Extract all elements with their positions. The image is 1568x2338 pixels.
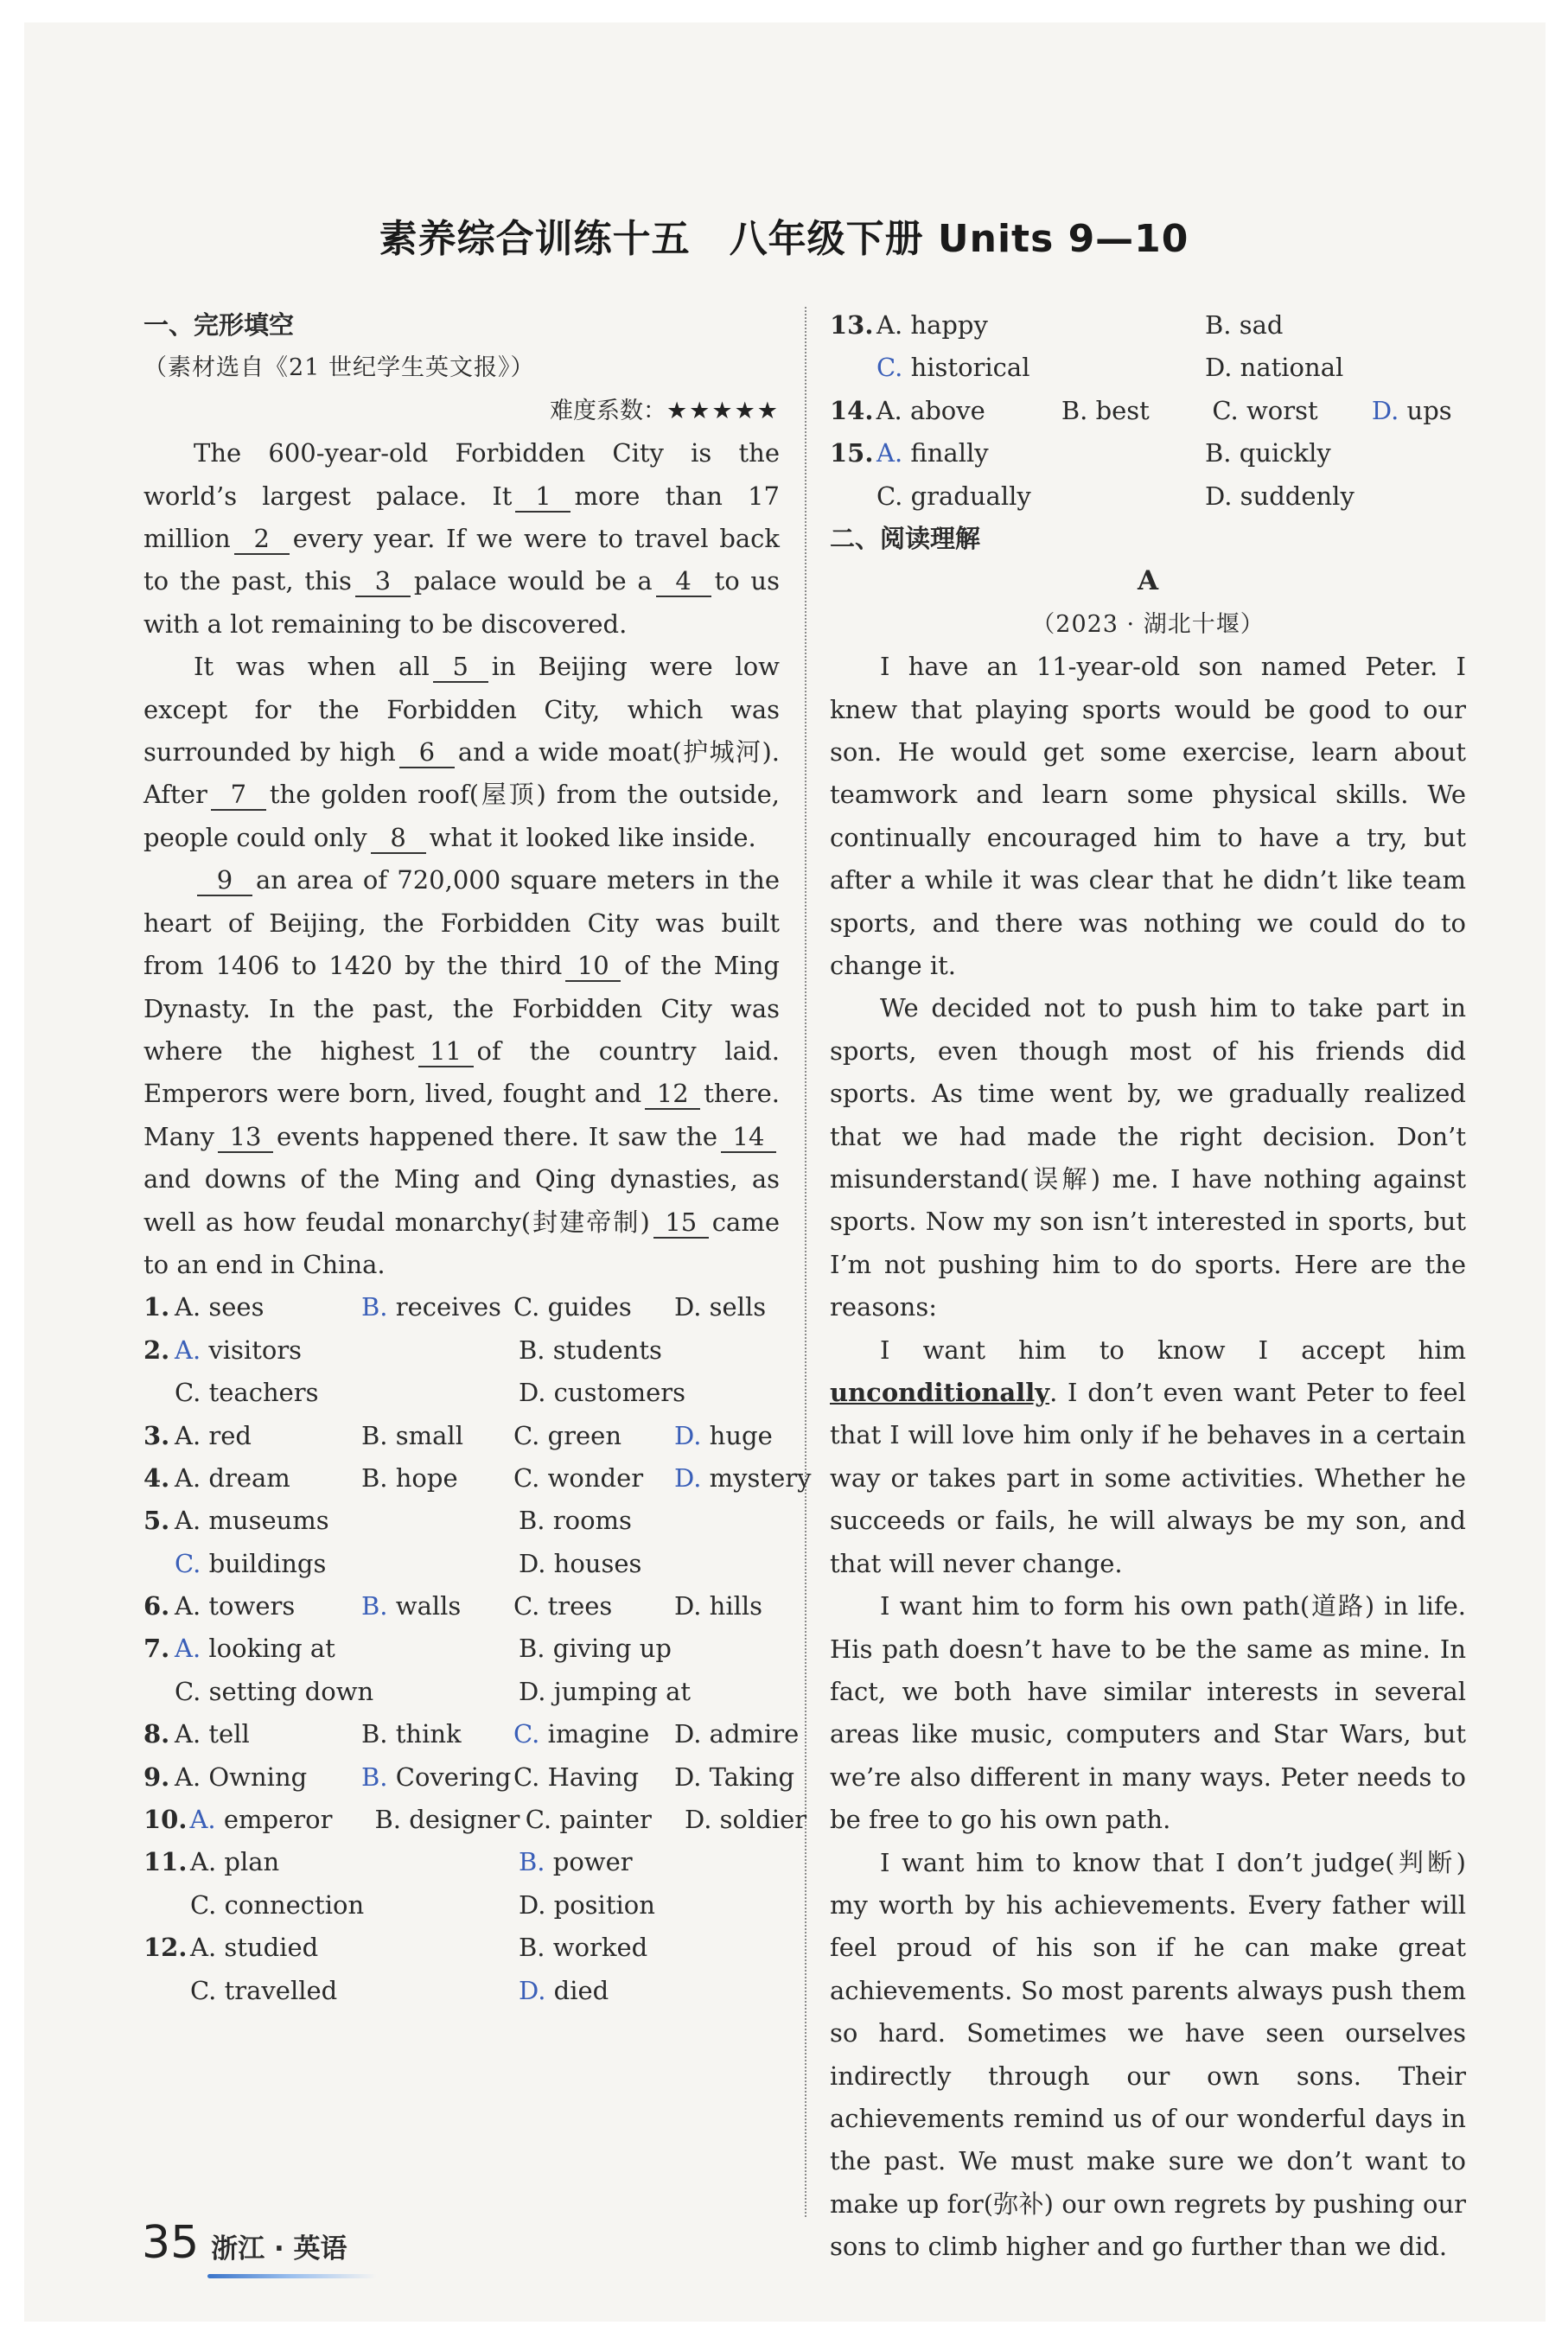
option-letter: B. [519,1335,553,1365]
option-text: houses [553,1548,642,1578]
option-text: ups [1406,395,1452,425]
option-letter: A. [175,1591,209,1621]
option-d[interactable] [685,1799,807,1841]
text-span: palace would be a [413,566,653,596]
passage-source: （2023 · 湖北十堰） [1031,610,1265,638]
option-letter: A. [175,1634,209,1664]
option-text: sad [1239,310,1284,340]
blank-8[interactable]: 8 [371,823,426,854]
question-number: 11. [143,1847,188,1877]
option-b[interactable] [361,1457,513,1500]
option-text: died [553,1975,609,2005]
text-span: came to an end in China. [143,1207,780,1279]
option-text: designer [409,1805,520,1835]
option-text: painter [559,1805,652,1835]
option-text: finally [910,438,989,468]
option-letter: D. [674,1462,710,1493]
question-row [143,1500,780,1542]
option-text: emperor [223,1805,333,1835]
text-span: of the country laid. Emperors were born, lived, fought and [143,1035,781,1109]
option-d[interactable] [674,1713,800,1755]
option-letter: A. [175,1719,209,1749]
option-b[interactable] [361,1415,513,1457]
option-text: sees [208,1292,265,1322]
text-span: more than 17 million [143,481,781,554]
option-c[interactable] [513,1415,674,1457]
option-text: green [547,1420,622,1450]
question-row [143,1543,780,1585]
option-c[interactable] [876,475,1205,518]
option-c[interactable] [1212,390,1372,432]
option-b[interactable] [1205,304,1464,347]
question-row [143,1884,780,1927]
star-icon: ★★★★★ [666,397,780,424]
text-span: and downs of the Ming and Qing dynasties, as well as how feudal monarchy(封建帝制) [143,1164,780,1237]
option-letter: A. [876,310,911,340]
option-text: Covering [395,1761,512,1792]
option-letter: D. [519,1548,554,1578]
option-letter: D. [685,1805,720,1835]
text-span: there. Many [143,1079,780,1151]
option-d[interactable] [674,1415,773,1457]
section-heading-reading: 二、阅读理解 [830,523,981,553]
option-b[interactable] [519,1927,778,1969]
option-text: guides [547,1292,632,1322]
question-number: 7. [143,1634,170,1664]
column-divider [805,307,806,2217]
question-row [830,475,1466,518]
option-a[interactable] [175,1329,519,1372]
option-letter: C. [525,1805,560,1835]
option-letter: C. [175,1676,209,1706]
option-b[interactable] [1205,432,1464,475]
cloze-paragraph-2 [143,646,780,859]
option-text: position [553,1889,655,1920]
option-d[interactable] [519,1970,778,2012]
option-text: happy [910,310,988,340]
option-letter: B. [1061,395,1096,425]
option-text: receives [395,1292,501,1322]
option-c[interactable] [513,1756,674,1799]
option-letter: D. [519,1378,554,1408]
option-letter: A. [175,1761,209,1792]
option-d[interactable] [674,1756,795,1799]
option-letter: D. [519,1676,554,1706]
option-text: tell [208,1719,250,1749]
option-text: imagine [547,1719,650,1749]
text-span: in Beijing were low except for the Forbidden City, which was surrounded by high [143,652,780,768]
reading-paragraph-4: I want him to form his own path(道路) in life. His path doesn’t have to be the same as mine. In fact, we both have similar interests in several areas like music, computers and Star Wars, but we’re also different in many ways. Peter needs to be free to go his own path. [830,1591,1466,1835]
question-number: 14. [830,395,874,425]
option-d[interactable] [674,1457,812,1500]
option-b[interactable] [519,1628,778,1670]
option-letter: C. [1212,395,1246,425]
right-column [830,304,1466,2269]
blank-6[interactable]: 6 [399,737,455,768]
option-text: admire [709,1719,800,1749]
option-c[interactable] [513,1457,674,1500]
option-text: Owning [208,1761,308,1792]
option-text: national [1240,353,1344,383]
question-number: 10. [143,1805,188,1835]
reading-paragraph-3 [830,1329,1466,1585]
option-text: sells [709,1292,767,1322]
option-letter: D. [674,1591,710,1621]
option-letter: B. [519,1933,553,1963]
cloze-paragraph-3 [143,859,780,1286]
option-text: worked [552,1933,648,1963]
question-number: 9. [143,1761,170,1792]
option-d[interactable] [519,1543,778,1585]
text-span: the golden roof(屋顶) from the outside, people could only [143,780,780,852]
option-letter: A. [175,1292,209,1322]
option-letter: C. [513,1591,548,1621]
blank-9[interactable]: 9 [197,865,252,896]
option-letter: D. [674,1420,710,1450]
option-text: visitors [208,1335,303,1365]
option-a[interactable] [175,1500,519,1542]
option-text: wonder [547,1462,644,1493]
option-c[interactable] [175,1671,519,1713]
question-row [143,1799,807,1841]
cloze-paragraph-1 [143,432,780,646]
option-letter: A. [175,1335,209,1365]
question-row [830,390,1466,432]
option-text: jumping at [553,1676,692,1706]
text-span: of the Ming Dynasty. In the past, the Forbidden City was where the highest [143,951,780,1066]
option-letter: D. [519,1889,554,1920]
option-letter: A. [190,1933,225,1963]
text-span: events happened there. It saw the [277,1121,717,1151]
section-heading-cloze: 一、完形填空 [143,310,295,340]
blank-5[interactable]: 5 [433,652,488,683]
option-b[interactable] [1061,390,1213,432]
option-text: plan [224,1847,280,1877]
blank-1[interactable]: 1 [515,481,570,513]
option-letter: D. [674,1719,710,1749]
option-letter: D. [519,1975,554,2005]
option-a[interactable] [175,1713,361,1755]
blank-11[interactable]: 11 [418,1036,474,1067]
difficulty-label: 难度系数： [549,397,666,424]
question-row [143,1585,780,1628]
option-c[interactable] [175,1372,519,1414]
option-letter: A. [876,395,910,425]
option-letter: B. [1205,310,1240,340]
option-b[interactable] [374,1799,525,1841]
option-a[interactable] [189,1799,374,1841]
option-letter: B. [519,1506,553,1536]
option-text: soldier [719,1805,807,1835]
question-row [143,1841,780,1883]
option-a[interactable] [175,1415,361,1457]
option-letter: D. [674,1292,710,1322]
option-text: towers [208,1591,296,1621]
option-text: travelled [224,1975,338,2005]
option-b[interactable] [519,1500,778,1542]
option-c[interactable] [513,1713,674,1755]
option-letter: B. [361,1761,396,1792]
option-d[interactable] [519,1372,778,1414]
option-text: historical [910,353,1030,383]
question-number: 5. [143,1506,170,1536]
option-letter: B. [361,1591,396,1621]
text-span: The 600-year-old Forbidden City is the world’s largest palace. It [143,438,780,511]
option-b[interactable] [361,1756,513,1799]
option-letter: B. [361,1719,396,1749]
option-letter: C. [876,481,911,511]
question-row [143,1713,800,1755]
reading-paragraph-2: We decided not to push him to take part in sports, even though most of his friends did sports. As time went by, we gradually realized that we had made the right decision. Don’t misunderstand(误解) me. I have nothing against sports. Now my son isn’t interested in sports, but I’m not pushing him to do sports. Here are the reasons: [830,993,1466,1322]
option-text: studied [224,1933,319,1963]
blank-7[interactable]: 7 [211,780,266,811]
option-d[interactable] [674,1585,769,1628]
option-a[interactable] [876,390,1061,432]
option-c[interactable] [526,1799,685,1841]
cloze-options-list [143,1286,812,2012]
option-letter: C. [513,1462,548,1493]
option-letter: C. [190,1889,225,1920]
blank-14[interactable]: 14 [721,1122,776,1153]
question-number: 3. [143,1420,170,1450]
option-d[interactable] [674,1286,769,1328]
question-number: 15. [830,438,874,468]
option-text: worst [1246,395,1318,425]
question-row [143,1286,780,1328]
option-text: hope [395,1462,458,1493]
question-number: 1. [143,1292,170,1322]
option-b[interactable] [361,1713,513,1755]
option-text: rooms [552,1506,632,1536]
page-footer [142,2218,347,2268]
option-c[interactable] [190,1884,519,1927]
option-a[interactable] [175,1756,361,1799]
option-text: best [1095,395,1150,425]
blank-10[interactable]: 10 [565,951,621,982]
option-letter: C. [513,1719,548,1749]
text-span: what it looked like inside. [429,822,756,852]
material-source: （素材选自《21 世纪学生英文报》） [143,354,535,382]
text-span: . I don’t even want Peter to feel that I will love him only if he behaves in a certain way or takes part in some activities. Whether he succeeds or fails, he will always be my son, and that will never change. [830,1378,1466,1578]
question-number: 13. [830,310,874,340]
question-row [830,432,1466,475]
question-row [830,304,1466,347]
blank-4[interactable]: 4 [656,566,711,597]
page-title: 素养综合训练十五 八年级下册 Units 9—10 [379,217,1189,261]
underlined-word: unconditionally [830,1378,1050,1408]
option-letter: A. [175,1420,209,1450]
footer-subtitle: 浙江 · 英语 [211,2230,347,2268]
option-letter: B. [361,1292,396,1322]
option-a[interactable] [876,304,1205,347]
option-a[interactable] [175,1286,361,1328]
option-text: quickly [1239,438,1331,468]
option-a[interactable] [175,1585,361,1628]
option-d[interactable] [1205,347,1464,389]
option-c[interactable] [190,1970,519,2012]
question-number: 2. [143,1335,170,1365]
blank-12[interactable]: 12 [645,1079,700,1110]
option-b[interactable] [519,1329,778,1372]
option-text: hills [709,1591,763,1621]
option-b[interactable] [361,1585,513,1628]
option-a[interactable] [190,1927,519,1969]
option-text: setting down [208,1676,374,1706]
question-number: 6. [143,1591,170,1621]
option-text: customers [553,1378,685,1408]
option-letter: C. [190,1975,225,2005]
option-a[interactable] [876,432,1205,475]
option-letter: C. [876,353,911,383]
option-text: teachers [208,1378,319,1408]
option-letter: C. [513,1761,548,1792]
option-text: connection [224,1889,365,1920]
option-letter: C. [175,1548,209,1578]
option-text: above [909,395,985,425]
passage-label: A [1137,565,1159,597]
option-text: think [395,1719,462,1749]
question-number: 12. [143,1933,188,1963]
blank-3[interactable]: 3 [355,566,411,597]
option-c[interactable] [513,1585,674,1628]
option-b[interactable] [361,1286,513,1328]
text-span: an area of 720,000 square meters in the heart of Beijing, the Forbidden City was built from 1406 to 1420 by the third [143,865,780,981]
option-text: power [552,1847,633,1877]
option-letter: B. [519,1847,553,1877]
question-row [143,1372,780,1414]
option-a[interactable] [175,1457,361,1500]
option-text: small [395,1420,463,1450]
question-row [143,1628,780,1670]
option-letter: A. [175,1462,209,1493]
option-letter: C. [175,1378,209,1408]
option-letter: D. [1205,353,1240,383]
text-span: to us with a lot remaining to be discovered. [143,566,780,639]
option-letter: A. [190,1847,225,1877]
option-text: suddenly [1240,481,1354,511]
option-letter: B. [361,1420,396,1450]
reading-paragraph-1: I have an 11-year-old son named Peter. I knew that playing sports would be good to our son. He would get some exercise, learn about teamwork and learn some physical skills. We continually encouraged him to have a try, but after a while it was clear that he didn’t like team sports, and there was nothing we could do to change it. [830,652,1466,981]
question-row [830,347,1466,389]
option-d[interactable] [1372,390,1466,432]
blank-15[interactable]: 15 [653,1207,709,1239]
reading-paragraph-5: I want him to know that I don’t judge(判断) my worth by his achievements. Every father will feel proud of his son if he can make great achievements. So most parents always push them so hard. Sometimes we have seen ourselves indirectly through our own sons. Their achievements remind us of our wonderful days in the past. We must make sure we don’t want to make up for(弥补) our own regrets by pushing our sons to climb higher and go further than we did. [830,1847,1466,2262]
text-span: every year. If we were to travel back to the past, this [143,524,780,596]
question-number: 8. [143,1719,170,1749]
option-letter: B. [361,1462,396,1493]
option-c[interactable] [876,347,1205,389]
option-text: looking at [208,1634,335,1664]
option-letter: B. [519,1634,553,1664]
option-text: museums [208,1506,329,1536]
option-letter: A. [189,1805,224,1835]
option-text: gradually [910,481,1031,511]
option-letter: D. [1371,395,1407,425]
option-text: Taking [709,1761,795,1792]
option-text: buildings [208,1548,327,1578]
option-text: mystery [709,1462,812,1493]
option-letter: B. [374,1805,410,1835]
page-number: 35 [142,2217,200,2269]
option-a[interactable] [190,1841,519,1883]
text-span: I want him to know I accept him [880,1335,1466,1365]
option-d[interactable] [519,1884,778,1927]
option-letter: D. [674,1761,710,1792]
option-letter: A. [876,438,911,468]
cloze-options-list-continued [830,304,1466,518]
option-b[interactable] [519,1841,778,1883]
option-text: Having [547,1761,640,1792]
blank-13[interactable]: 13 [218,1122,273,1153]
option-d[interactable] [1205,475,1464,518]
option-text: dream [208,1462,290,1493]
question-row [143,1415,780,1457]
left-column [143,304,812,2012]
option-text: giving up [552,1634,672,1664]
question-row [143,1671,780,1713]
question-number: 4. [143,1462,170,1493]
question-row [143,1927,780,1969]
option-c[interactable] [175,1543,519,1585]
question-row [143,1457,812,1500]
option-text: students [552,1335,662,1365]
option-d[interactable] [519,1671,778,1713]
option-letter: A. [175,1506,209,1536]
option-letter: B. [1205,438,1240,468]
option-text: trees [547,1591,613,1621]
option-text: walls [395,1591,462,1621]
difficulty-rating [143,390,780,432]
option-letter: D. [1205,481,1240,511]
option-a[interactable] [175,1628,519,1670]
option-text: red [208,1420,252,1450]
option-text: huge [709,1420,773,1450]
option-letter: C. [513,1292,548,1322]
question-row [143,1756,795,1799]
option-letter: C. [513,1420,548,1450]
text-span: and a wide moat(护城河). After [143,737,780,810]
text-span: It was when all [194,652,430,682]
blank-2[interactable]: 2 [234,524,290,555]
option-c[interactable] [513,1286,674,1328]
question-row [143,1329,780,1372]
question-row [143,1970,780,2012]
